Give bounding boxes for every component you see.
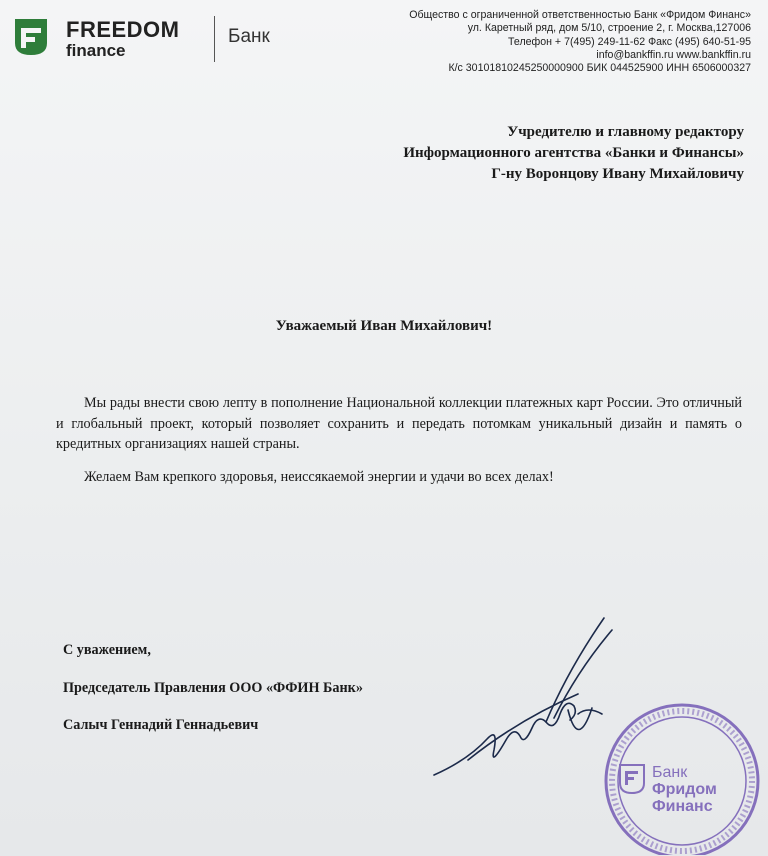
- closing-phrase: С уважением,: [63, 642, 151, 658]
- org-bank-requisites: К/с 30101810245250000900 БИК 044525900 ИНН 6506000327: [448, 62, 751, 75]
- stamp-logo-icon: [620, 765, 644, 793]
- body-paragraph: Мы рады внести свою лепту в пополнение Национальной коллекции платежных карт России. Это отличный и глобальный проект, который позволяет сохранить и передать потомкам уникальный дизайн и память о кредитных организациях нашей страны.: [56, 395, 742, 452]
- logo-wordmark: [66, 19, 180, 60]
- letter-body: [56, 393, 742, 487]
- org-email-web: info@bankffin.ru www.bankffin.ru: [596, 48, 751, 61]
- salutation: Уважаемый Иван Михайлович!: [275, 318, 493, 334]
- addressee-line: Г-ну Воронцову Ивану Михайловичу: [491, 166, 744, 182]
- org-name: Общество с ограниченной ответственностью Банк «Фридом Финанс»: [409, 9, 751, 21]
- signer-position: Председатель Правления ООО «ФФИН Банк»: [63, 680, 363, 696]
- handwritten-signature: [428, 610, 618, 785]
- signer-name: Салыч Геннадий Геннадьевич: [63, 717, 259, 733]
- logo-bank-text: Банк: [228, 26, 270, 47]
- addressee-line: Информационного агентства «Банки и Финансы»: [403, 145, 744, 161]
- freedom-finance-logo-icon: [12, 17, 50, 57]
- logo-divider: [214, 16, 215, 62]
- logo-freedom-text: FREEDOM: [66, 17, 180, 42]
- stamp-text-finans: Финанс: [652, 798, 713, 815]
- organization-details: [331, 9, 751, 75]
- body-paragraph: Желаем Вам крепкого здоровья, неиссякаемой энергии и удачи во всех делах!: [84, 468, 554, 485]
- logo-finance-text: finance: [66, 41, 126, 60]
- addressee-line: Учредителю и главному редактору: [507, 124, 744, 140]
- org-phone-fax: Телефон + 7(495) 249-11-62 Факс (495) 640-51-95: [508, 35, 751, 48]
- addressee-block: [244, 122, 744, 185]
- org-address: ул. Каретный ряд, дом 5/10, строение 2, г. Москва,127006: [467, 22, 751, 35]
- stamp-text-fridom: Фридом: [652, 781, 717, 798]
- stamp-text-bank: Банк: [652, 764, 688, 781]
